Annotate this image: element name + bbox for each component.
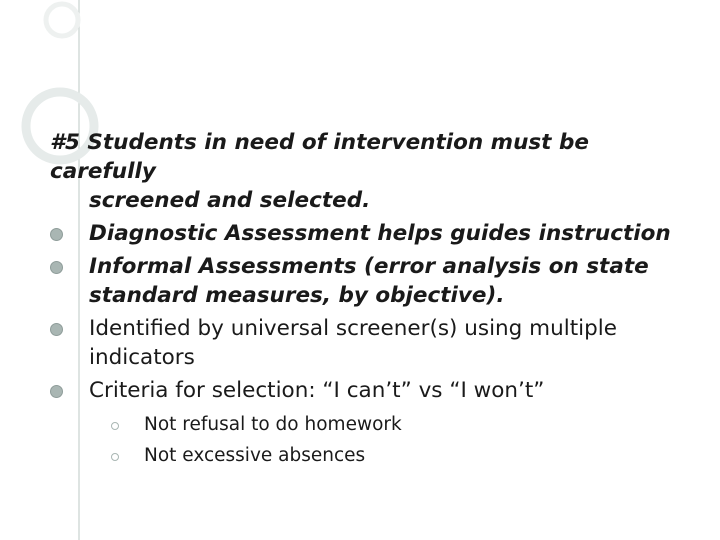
lead-line-2: screened and selected.: [89, 188, 371, 213]
ring-bullet-icon: [111, 422, 119, 430]
ornament-ring-small: [46, 4, 78, 36]
bullet-item: [50, 314, 700, 372]
sub-bullet-item: [50, 409, 700, 440]
lead-statement: [50, 128, 700, 215]
bullet-item: [50, 252, 700, 310]
bullet-text: Informal Assessments (error analysis on state standard measures, by objective).: [89, 254, 649, 308]
sub-bullet-item: [50, 440, 700, 471]
bullet-text: Diagnostic Assessment helps guides instruction: [89, 221, 671, 246]
bullet-dot-icon: [50, 228, 63, 241]
bullet-dot-icon: [50, 261, 63, 274]
sub-bullet-text: Not excessive absences: [144, 445, 366, 466]
sub-bullet-text: Not refusal to do homework: [144, 414, 402, 435]
bullet-text: Identified by universal screener(s) using multiple indicators: [89, 316, 617, 370]
bullet-text: Criteria for selection: “I can’t” vs “I won’t”: [89, 378, 545, 403]
bullet-dot-icon: [50, 323, 63, 336]
bullet-item: [50, 219, 700, 248]
slide-body: [50, 128, 700, 471]
bullet-dot-icon: [50, 385, 63, 398]
lead-line-1: #5 Students in need of intervention must be carefully: [50, 130, 589, 184]
bullet-item: [50, 376, 700, 405]
ring-bullet-icon: [111, 453, 119, 461]
